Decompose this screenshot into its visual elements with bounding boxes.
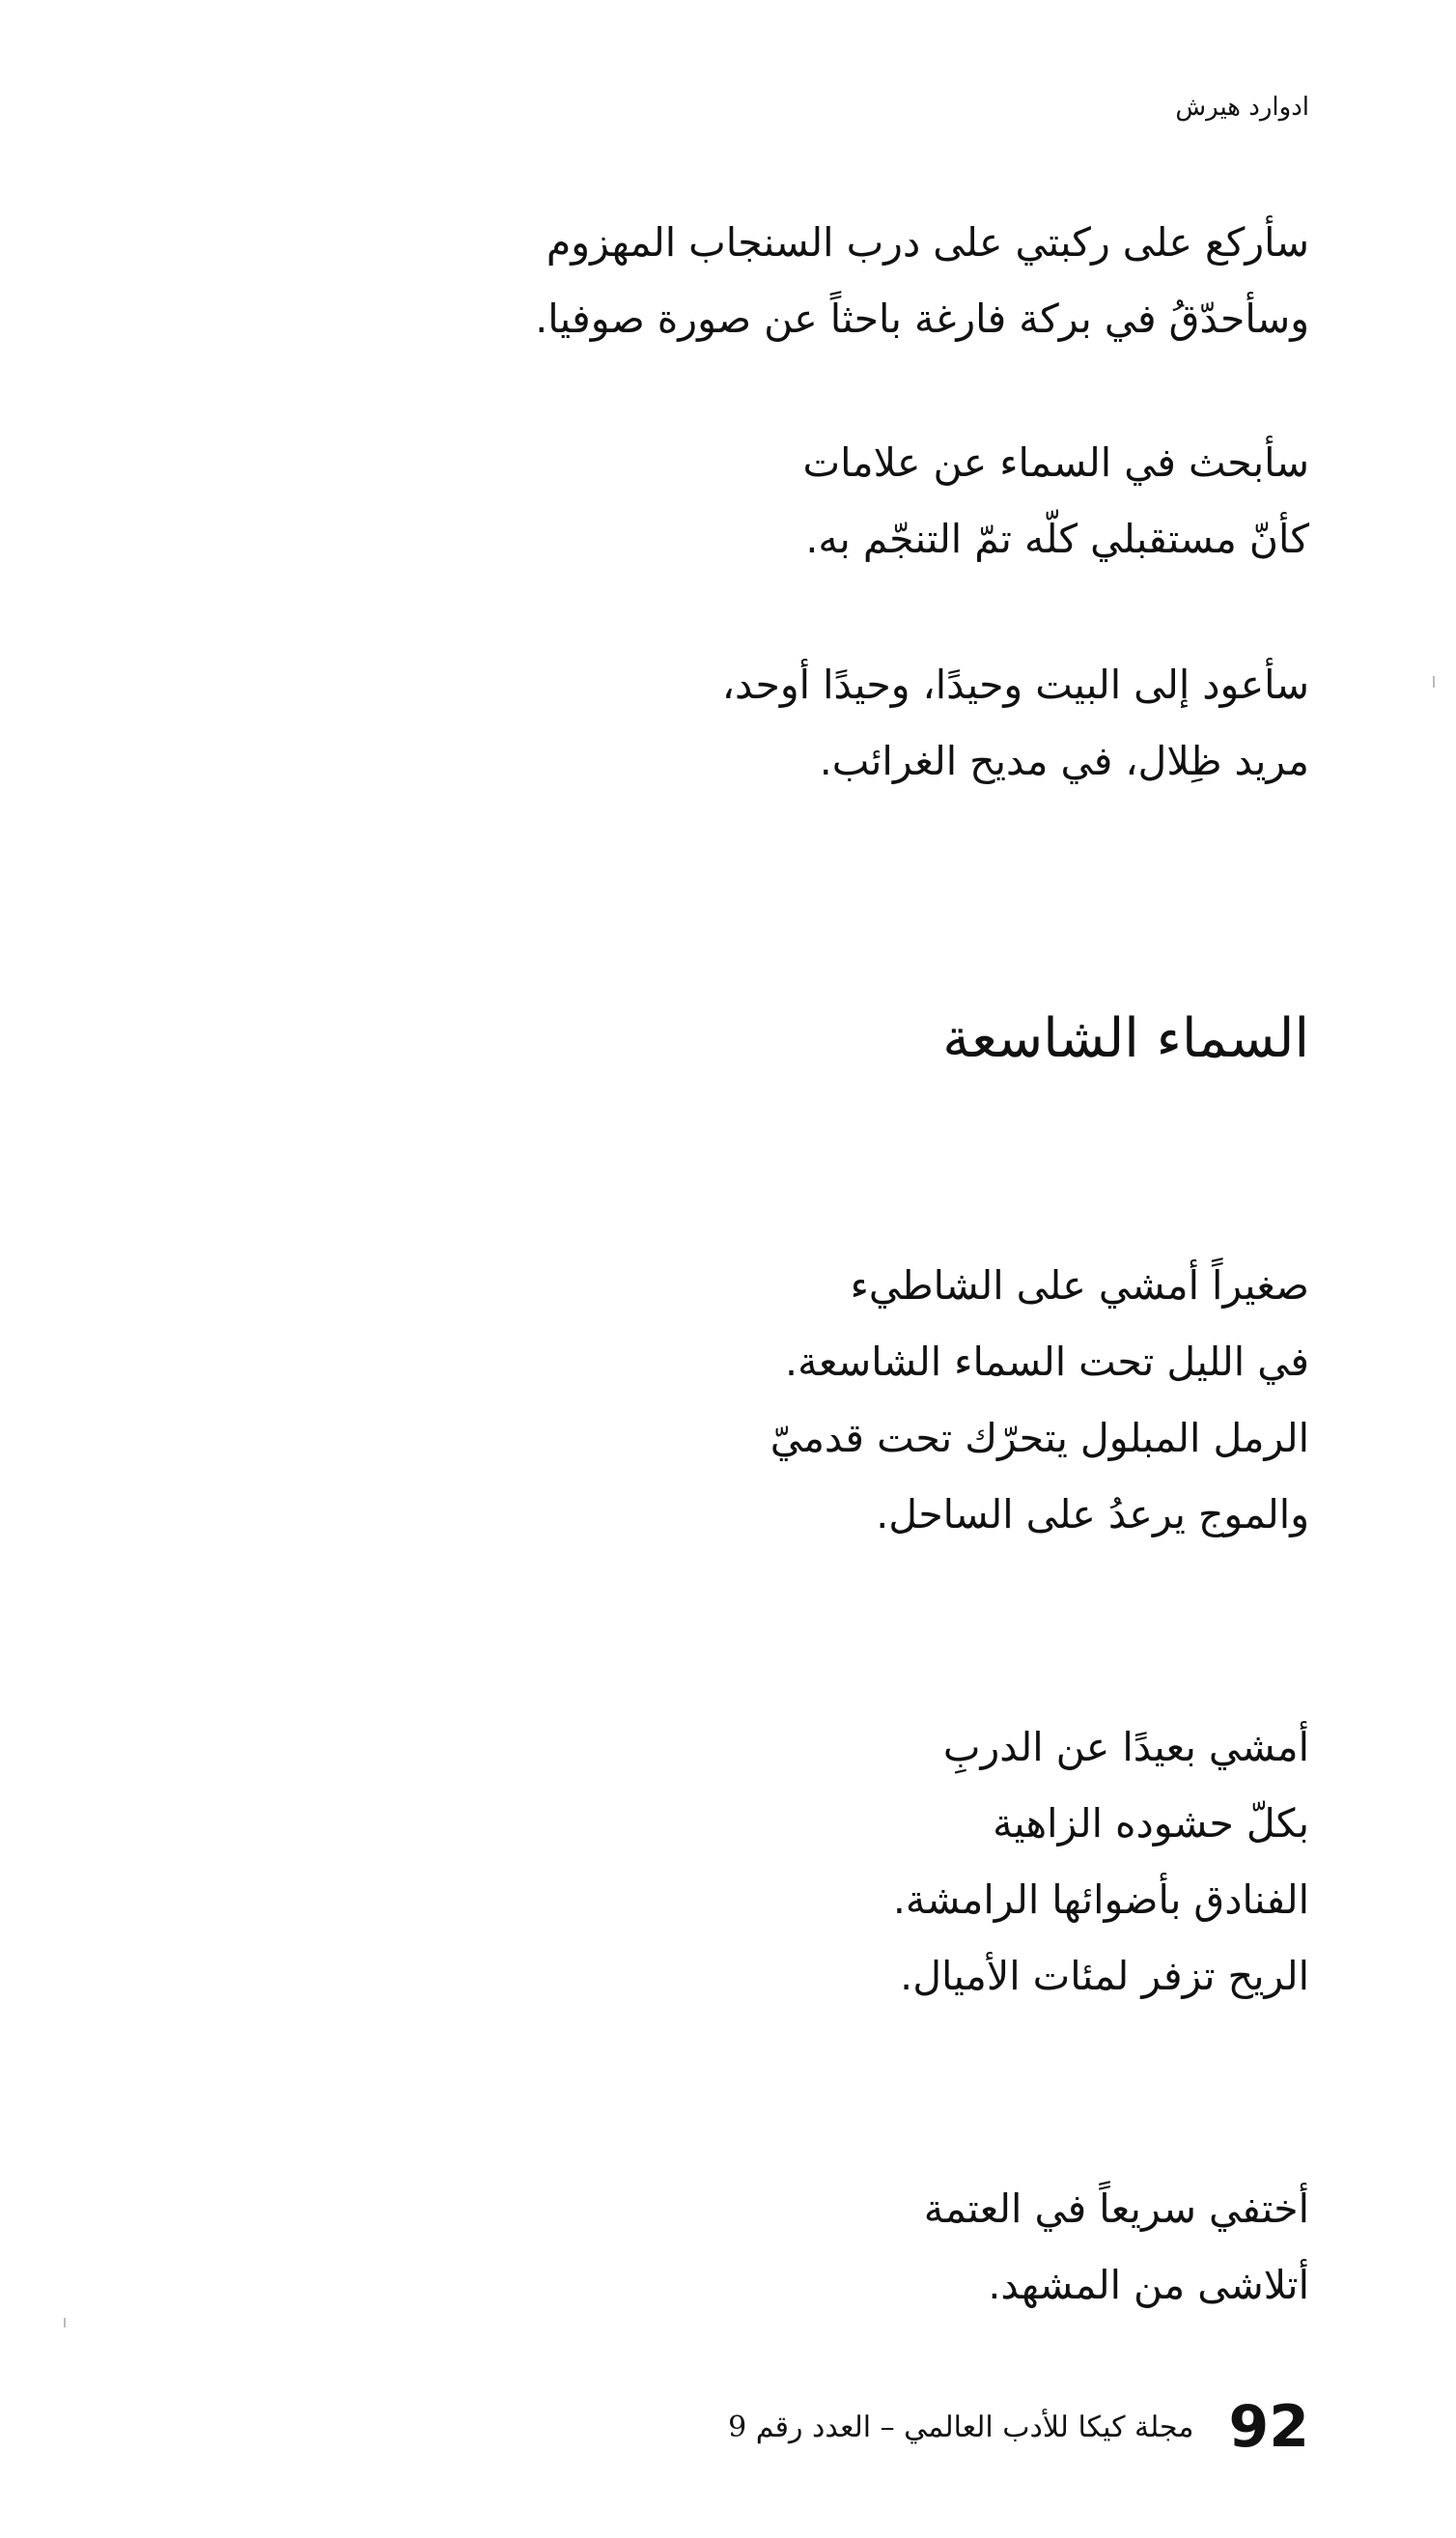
journal-title: مجلة كيكا للأدب العالمي – العدد رقم 9 (728, 2410, 1194, 2444)
poem-line: سأعود إلى البيت وحيدًا، وحيدًا أوحد، (721, 662, 1309, 708)
poem-line: أتلاشى من المشهد. (988, 2262, 1309, 2308)
poem-line: وسأحدّقُ في بركة فارغة باحثاً عن صورة صوفيا. (535, 296, 1309, 342)
poem-line: سأبحث في السماء عن علامات (802, 439, 1309, 486)
poem-line: الفنادق بأضوائها الرامشة. (892, 1876, 1309, 1923)
poem-title: السماء الشاسعة (942, 1007, 1309, 1070)
poem1-stanza-2 (803, 425, 1309, 578)
poem-line: في الليل تحت السماء الشاسعة. (785, 1339, 1309, 1385)
scan-speck (1433, 676, 1435, 688)
poem-line: أختفي سريعاً في العتمة (923, 2186, 1309, 2232)
page-number: 92 (1228, 2393, 1309, 2461)
poem-line: أمشي بعيدًا عن الدربِ (942, 1724, 1309, 1770)
poem1-stanza-3 (722, 647, 1309, 800)
poem-line: صغيراً أمشي على الشاطيء (850, 1262, 1309, 1309)
poem-line: الريح تزفر لمئات الأميال. (900, 1953, 1309, 1999)
poem1-stanza-1 (535, 205, 1309, 357)
page-footer (728, 2393, 1309, 2461)
poem2-stanza-2 (893, 1709, 1309, 2015)
poem-line: سأركع على ركبتي على درب السنجاب المهزوم (546, 219, 1309, 266)
poem-line: بكلّ حشوده الزاهية (993, 1800, 1309, 1847)
poem2-stanza-1 (770, 1248, 1309, 1553)
poem-line: كأنّ مستقبلي كلّه تمّ التنجّم به. (805, 516, 1309, 562)
poem-line: والموج يرعدُ على الساحل. (876, 1491, 1309, 1537)
poem2-stanza-3 (924, 2171, 1309, 2324)
poem-line: مريد ظِلال، في مديح الغرائب. (819, 738, 1309, 784)
scan-speck (64, 2318, 66, 2327)
poem-line: الرمل المبلول يتحرّك تحت قدميّ (770, 1415, 1309, 1461)
running-header-author: ادوارد هيرش (1175, 93, 1309, 122)
